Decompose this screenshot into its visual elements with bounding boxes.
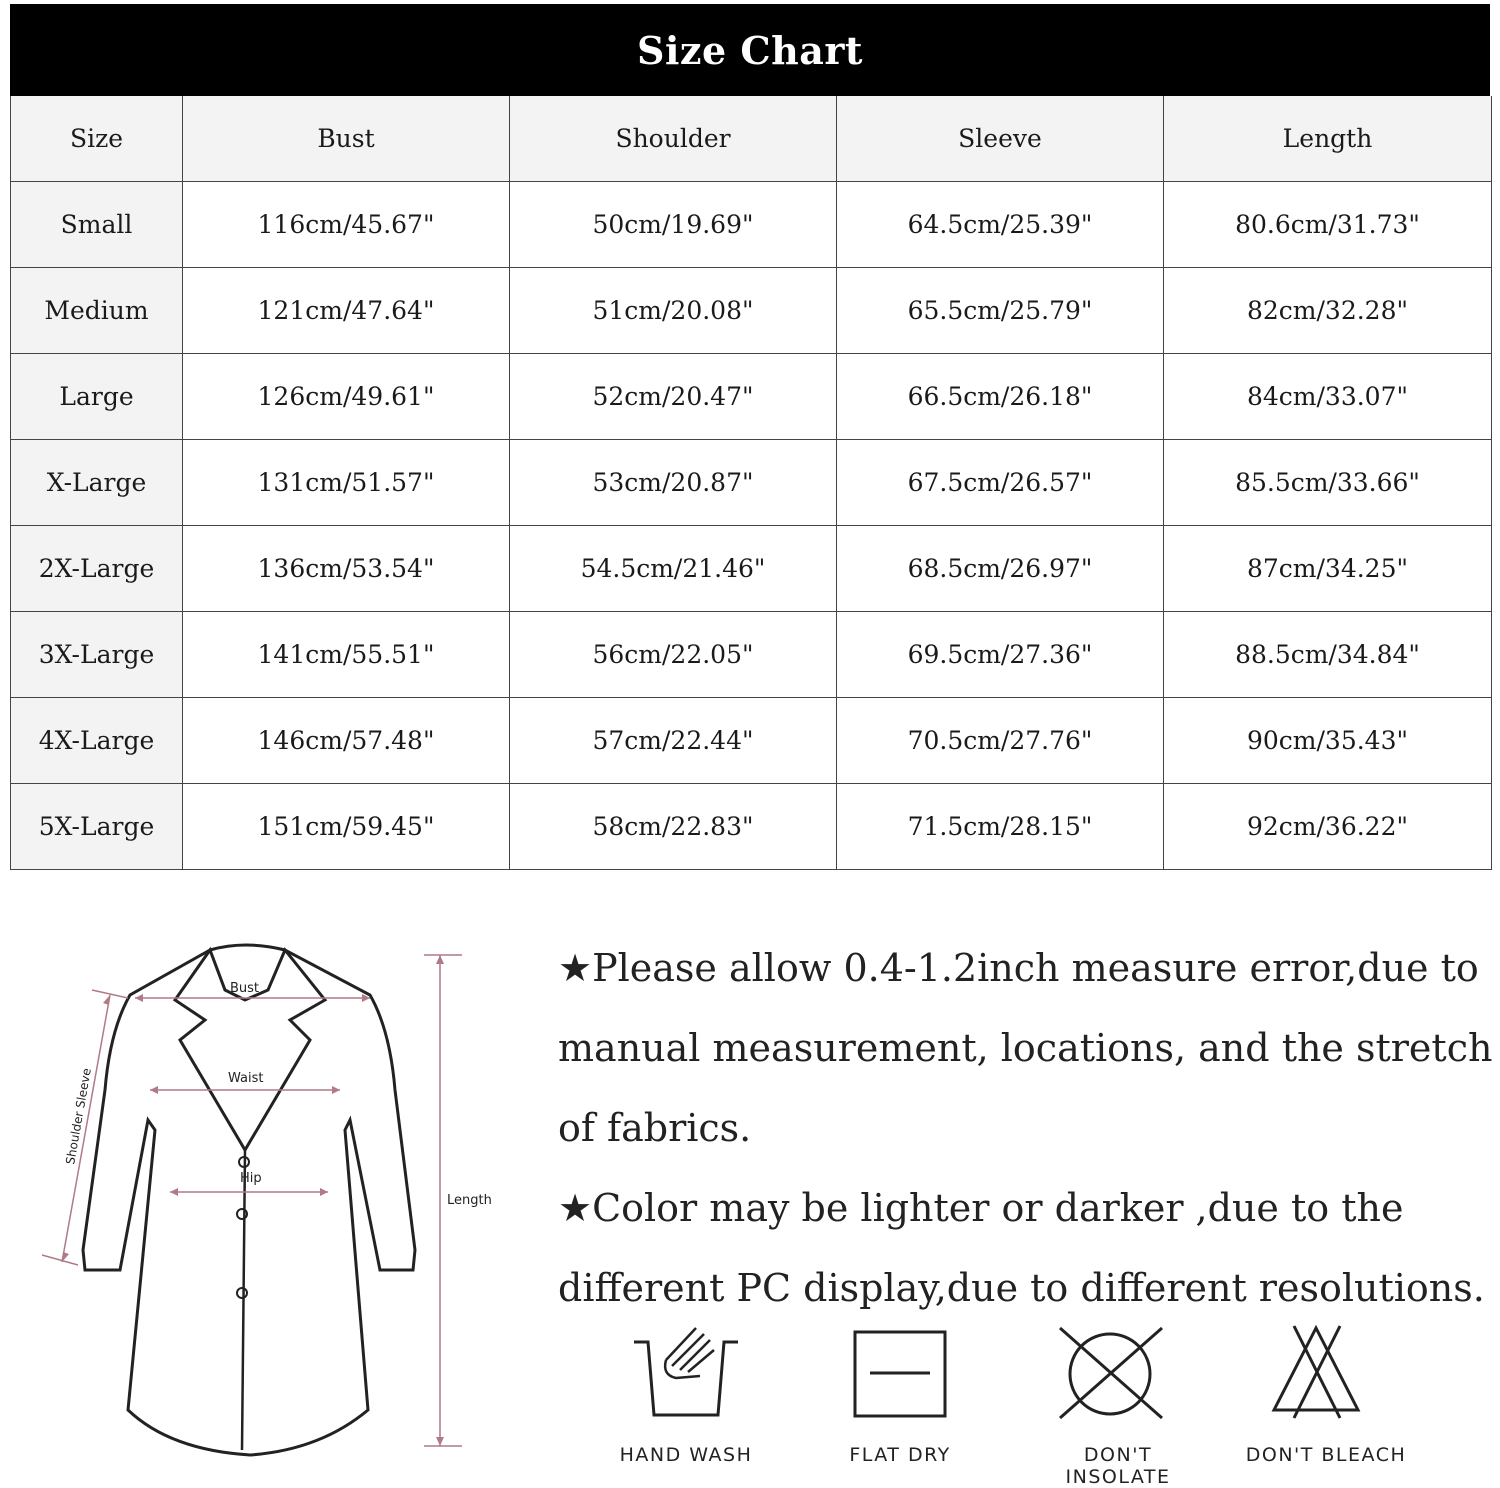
bust-cell: 126cm/49.61" [183, 354, 510, 440]
coat-button [237, 1288, 247, 1298]
size-cell: X-Large [11, 440, 183, 526]
note-measure-error: ★Please allow 0.4-1.2inch measure error,due to manual measurement, locations, and the stretch of fabrics. [558, 946, 1493, 1150]
bust-cell: 146cm/57.48" [183, 698, 510, 784]
table-row [11, 268, 1492, 354]
header-bust: Bust [183, 96, 510, 182]
size-cell: 2X-Large [11, 526, 183, 612]
hand-wash-label: HAND WASH [619, 1444, 753, 1466]
header-sleeve: Sleeve [837, 96, 1164, 182]
dont-insolate-icon [1028, 1320, 1208, 1430]
table-row [11, 354, 1492, 440]
bust-cell: 136cm/53.54" [183, 526, 510, 612]
shoulder-cell: 56cm/22.05" [510, 612, 837, 698]
shoulder-cell: 52cm/20.47" [510, 354, 837, 440]
shoulder-cell: 51cm/20.08" [510, 268, 837, 354]
hand-wash-icon [596, 1320, 776, 1430]
length-label: Length [447, 1193, 492, 1208]
flat-dry-label: FLAT DRY [849, 1444, 951, 1466]
shoulder-sleeve-label: Shoulder Sleeve [63, 1067, 94, 1166]
note-color-variance: ★Color may be lighter or darker ,due to the different PC display,due to different resolutions. [558, 1186, 1485, 1310]
sleeve-cell: 65.5cm/25.79" [837, 268, 1164, 354]
length-cell: 90cm/35.43" [1164, 698, 1492, 784]
bust-cell: 121cm/47.64" [183, 268, 510, 354]
sleeve-cell: 68.5cm/26.97" [837, 526, 1164, 612]
length-cell: 92cm/36.22" [1164, 784, 1492, 870]
table-row [11, 182, 1492, 268]
flat-dry-icon [810, 1320, 990, 1430]
sleeve-cell: 69.5cm/27.36" [837, 612, 1164, 698]
shoulder-cell: 54.5cm/21.46" [510, 526, 837, 612]
length-cell: 80.6cm/31.73" [1164, 182, 1492, 268]
size-cell: Small [11, 182, 183, 268]
sleeve-cell: 71.5cm/28.15" [837, 784, 1164, 870]
table-row [11, 784, 1492, 870]
care-dont-bleach [1236, 1320, 1416, 1470]
waist-label: Waist [228, 1071, 264, 1086]
bust-cell: 131cm/51.57" [183, 440, 510, 526]
dont-bleach-icon [1236, 1320, 1416, 1430]
length-cell: 82cm/32.28" [1164, 268, 1492, 354]
coat-illustration [20, 930, 510, 1460]
sleeve-cell: 70.5cm/27.76" [837, 698, 1164, 784]
size-cell: 4X-Large [11, 698, 183, 784]
sleeve-cell: 66.5cm/26.18" [837, 354, 1164, 440]
care-flat-dry [810, 1320, 990, 1470]
page-title: Size Chart [637, 27, 863, 73]
sleeve-cell: 67.5cm/26.57" [837, 440, 1164, 526]
table-row [11, 440, 1492, 526]
bust-cell: 141cm/55.51" [183, 612, 510, 698]
bust-cell: 116cm/45.67" [183, 182, 510, 268]
coat-collar [175, 950, 325, 1150]
shoulder-cell: 50cm/19.69" [510, 182, 837, 268]
coat-outline [83, 945, 415, 1455]
bust-cell: 151cm/59.45" [183, 784, 510, 870]
table-row [11, 526, 1492, 612]
shoulder-cell: 53cm/20.87" [510, 440, 837, 526]
length-cell: 88.5cm/34.84" [1164, 612, 1492, 698]
length-cell: 84cm/33.07" [1164, 354, 1492, 440]
table-row [11, 698, 1492, 784]
dont-bleach-label: DON'T BLEACH [1245, 1444, 1407, 1466]
shoulder-cell: 58cm/22.83" [510, 784, 837, 870]
dont-insolate-label: DON'T INSOLATE [1065, 1444, 1171, 1488]
notes [558, 928, 1493, 1328]
care-dont-insolate [1028, 1320, 1208, 1488]
shoulder-cell: 57cm/22.44" [510, 698, 837, 784]
length-cell: 85.5cm/33.66" [1164, 440, 1492, 526]
size-cell: Medium [11, 268, 183, 354]
size-cell: 3X-Large [11, 612, 183, 698]
header-shoulder: Shoulder [510, 96, 837, 182]
bust-label: Bust [230, 981, 260, 996]
length-cell: 87cm/34.25" [1164, 526, 1492, 612]
size-cell: 5X-Large [11, 784, 183, 870]
header-length: Length [1164, 96, 1492, 182]
size-cell: Large [11, 354, 183, 440]
title-bar [10, 4, 1490, 96]
table-row [11, 612, 1492, 698]
sleeve-cell: 64.5cm/25.39" [837, 182, 1164, 268]
size-table [10, 96, 1492, 870]
hip-label: Hip [240, 1171, 262, 1186]
table-header-row [11, 96, 1492, 182]
header-size: Size [11, 96, 183, 182]
care-hand-wash [596, 1320, 776, 1470]
coat-measurement-diagram [20, 930, 510, 1460]
